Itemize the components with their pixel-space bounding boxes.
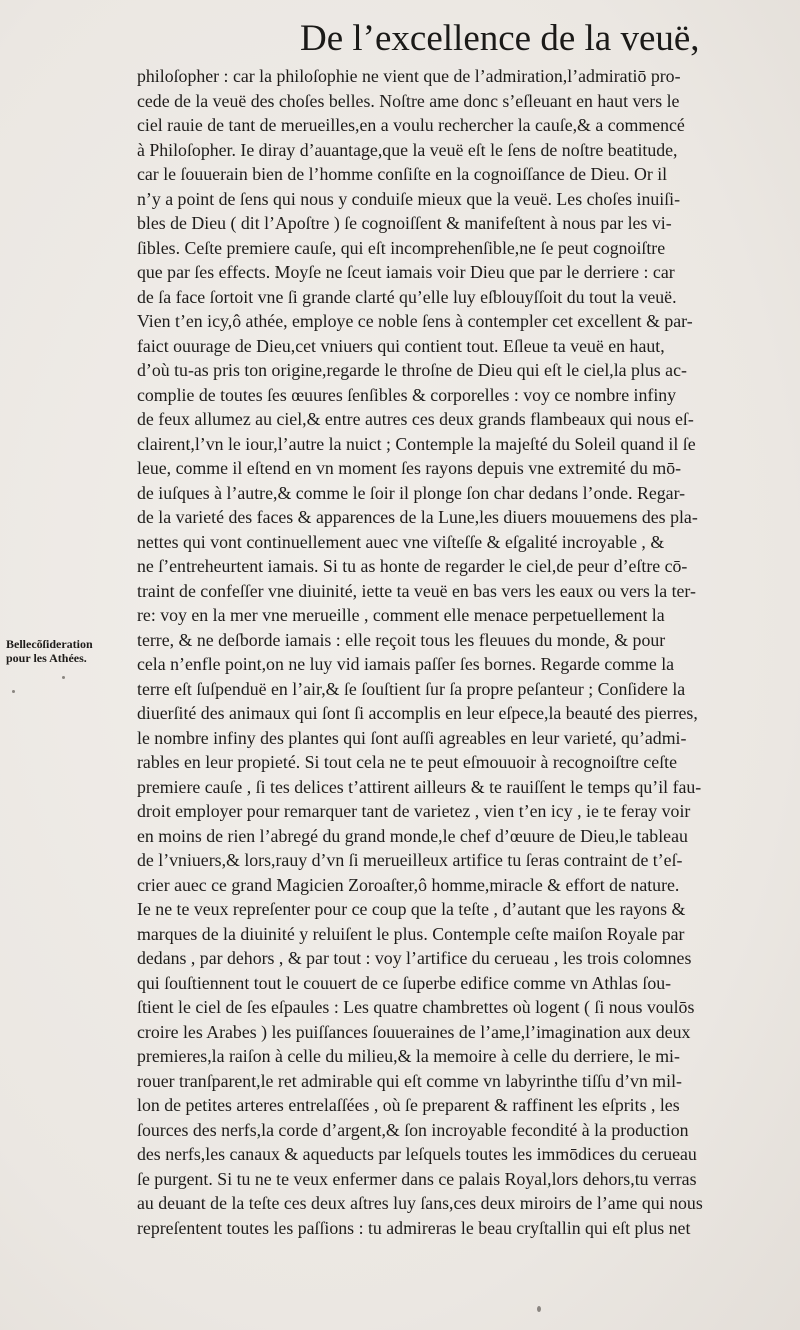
text-line: complie de toutes ſes œuures ſenſibles & corporelles : voy ce nombre infiny	[137, 384, 677, 405]
text-line: de feux allumez au ciel,& entre autres ces deux grands flambeaux qui nous eſ-	[137, 409, 694, 429]
text-line: lon de petites arteres entrelaſſées , où ſe preparent & raffinent les eſprits , les	[137, 1095, 680, 1115]
text-line: diuerſité des animaux qui ſont ſi accomplis en leur eſpece,la beauté des pierres,	[137, 703, 698, 723]
margin-note-line: pour les Athées.	[6, 651, 87, 665]
text-line: Vien t’en icy,ô athée, employe ce noble ſens à contempler cet excellent & par-	[137, 311, 693, 331]
text-line: re: voy en la mer vne merueille , comment elle menace perpetuellement la	[137, 605, 665, 625]
text-line: clairent,l’vn le iour,l’autre la nuict ; Contemple la majeſté du Soleil quand il ſe	[137, 433, 696, 454]
ink-speck	[12, 690, 15, 693]
text-line: ſibles. Ceſte premiere cauſe, qui eſt incomprehenſible,ne ſe peut cognoiſtre	[137, 237, 666, 258]
text-line: rables en leur propieté. Si tout cela ne te peut eſmouuoir à recognoiſtre ceſte	[137, 752, 678, 772]
text-line: le nombre infiny des plantes qui ſont auſſi agreables en leur varieté, qu’admi-	[137, 727, 687, 748]
ink-speck	[537, 1306, 541, 1312]
text-line: dedans , par dehors , & par tout : voy l’artifice du cerueau , les trois colomnes	[137, 948, 692, 968]
text-line: en moins de rien l’abregé du grand monde,le chef d’œuure de Dieu,le tableau	[137, 825, 688, 846]
text-line: droit employer pour remarquer tant de varietez , vien t’en icy , ie te feray voir	[137, 801, 691, 821]
text-line: ne ſ’entreheurtent iamais. Si tu as honte de regarder le ciel,de peur d’eſtre cō-	[137, 556, 688, 576]
text-line: repreſentent toutes les paſſions : tu admireras le beau cryſtallin qui eſt plus net	[137, 1217, 691, 1238]
text-line: n’y a point de ſens qui nous y conduiſe mieux que la veuë. Les choſes inuiſi-	[137, 188, 681, 209]
text-line: des nerfs,les canaux & aqueducts par leſquels toutes les immōdices du cerueau	[137, 1144, 697, 1164]
text-line: de iuſques à l’autre,& comme le ſoir il plonge ſon char dedans l’onde. Regar-	[137, 482, 686, 503]
text-line: ſe purgent. Si tu ne te veux enfermer dans ce palais Royal,lors dehors,tu verras	[137, 1168, 697, 1189]
text-line: cede de la veuë des choſes belles. Noſtre ame donc s’eſleuant en haut vers le	[137, 90, 680, 111]
text-line: cela n’enfle point,on ne luy vid iamais paſſer ſes bornes. Regarde comme la	[137, 654, 675, 674]
text-line: au deuant de la teſte ces deux aſtres luy ſans,ces deux miroirs de l’ame qui nous	[137, 1193, 703, 1213]
text-line: ſources des nerfs,la corde d’argent,& ſon incroyable fecondité à la production	[137, 1119, 689, 1140]
text-line: que par ſes effects. Moyſe ne ſceut iamais voir Dieu que par le derriere : car	[137, 262, 675, 282]
margin-note-line: Bellecõſideration	[6, 637, 93, 651]
text-line: crier auec ce grand Magicien Zoroaſter,ô homme,miracle & effort de nature.	[137, 874, 680, 895]
text-line: ciel rauie de tant de merueilles,en a voulu rechercher la cauſe,& a commencé	[137, 115, 685, 135]
text-line: nettes qui vont continuellement auec vne viſteſſe & eſgalité incroyable , &	[137, 531, 665, 552]
text-line: ſtient le ciel de ſes eſpaules : Les quatre chambrettes où logent ( ſi nous voulōs	[137, 997, 695, 1017]
text-line: d’où tu-as pris ton origine,regarde le throſne de Dieu qui eſt le ciel,la plus ac-	[137, 360, 687, 380]
text-line: premiere cauſe , ſi tes delices t’attirent ailleurs & te rauiſſent le temps qu’il fau-	[137, 776, 702, 797]
text-line: à Philoſopher. Ie diray d’auantage,que la veuë eſt le ſens de noſtre beatitude,	[137, 139, 678, 160]
text-line: qui ſouſtiennent tout le couuert de ce ſuperbe edifice comme vn Athlas ſou-	[137, 972, 672, 993]
text-line: bles de Dieu ( dit l’Apoſtre ) ſe cognoiſſent & manifeſtent à nous par les vi-	[137, 213, 672, 233]
margin-note	[6, 637, 118, 665]
text-line: leue, comme il eſtend en vn moment ſes rayons depuis vne extremité du mō-	[137, 458, 682, 478]
ink-speck	[62, 676, 65, 679]
text-line: rouer tranſparent,le ret admirable qui eſt comme vn labyrinthe tiſſu d’vn mil-	[137, 1070, 682, 1091]
text-line: marques de la diuinité y reluiſent le plus. Contemple ceſte maiſon Royale par	[137, 923, 685, 944]
text-line: Ie ne te veux repreſenter pour ce coup que la teſte , d’autant que les rayons &	[137, 899, 686, 919]
text-line: faict ouurage de Dieu,cet vniuers qui contient tout. Eſleue ta veuë en haut,	[137, 335, 665, 356]
text-line: terre eſt ſuſpenduë en l’air,& ſe ſouſtient ſur ſa propre peſanteur ; Conſidere la	[137, 678, 686, 699]
running-header: De l’excellence de la veuë,	[300, 18, 700, 59]
body-text	[137, 64, 800, 1240]
text-line: car le ſouuerain bien de l’homme conſiſte en la cognoiſſance de Dieu. Or il	[137, 164, 668, 184]
text-line: terre, & ne deſborde iamais : elle reçoit tous les fleuues du monde, & pour	[137, 629, 666, 650]
text-line: de l’vniuers,& lors,rauy d’vn ſi merueilleux artifice tu ſeras contraint de t’eſ-	[137, 850, 683, 870]
text-line: croire les Arabes ) les puiſſances ſouueraines de l’ame,l’imagination aux deux	[137, 1021, 691, 1042]
text-line: traint de confeſſer vne diuinité, iette ta veuë en bas vers les eaux ou vers la ter-	[137, 580, 696, 601]
text-line: premieres,la raiſon à celle du milieu,& la memoire à celle du derriere, le mi-	[137, 1046, 680, 1066]
text-line: de la varieté des faces & apparences de la Lune,les diuers mouuemens des pla-	[137, 507, 698, 527]
text-line: philoſopher : car la philoſophie ne vient que de l’admiration,l’admiratiō pro-	[137, 66, 681, 86]
text-line: de ſa face ſortoit vne ſi grande clarté qu’elle luy eſblouyſſoit du tout la veuë.	[137, 286, 677, 307]
